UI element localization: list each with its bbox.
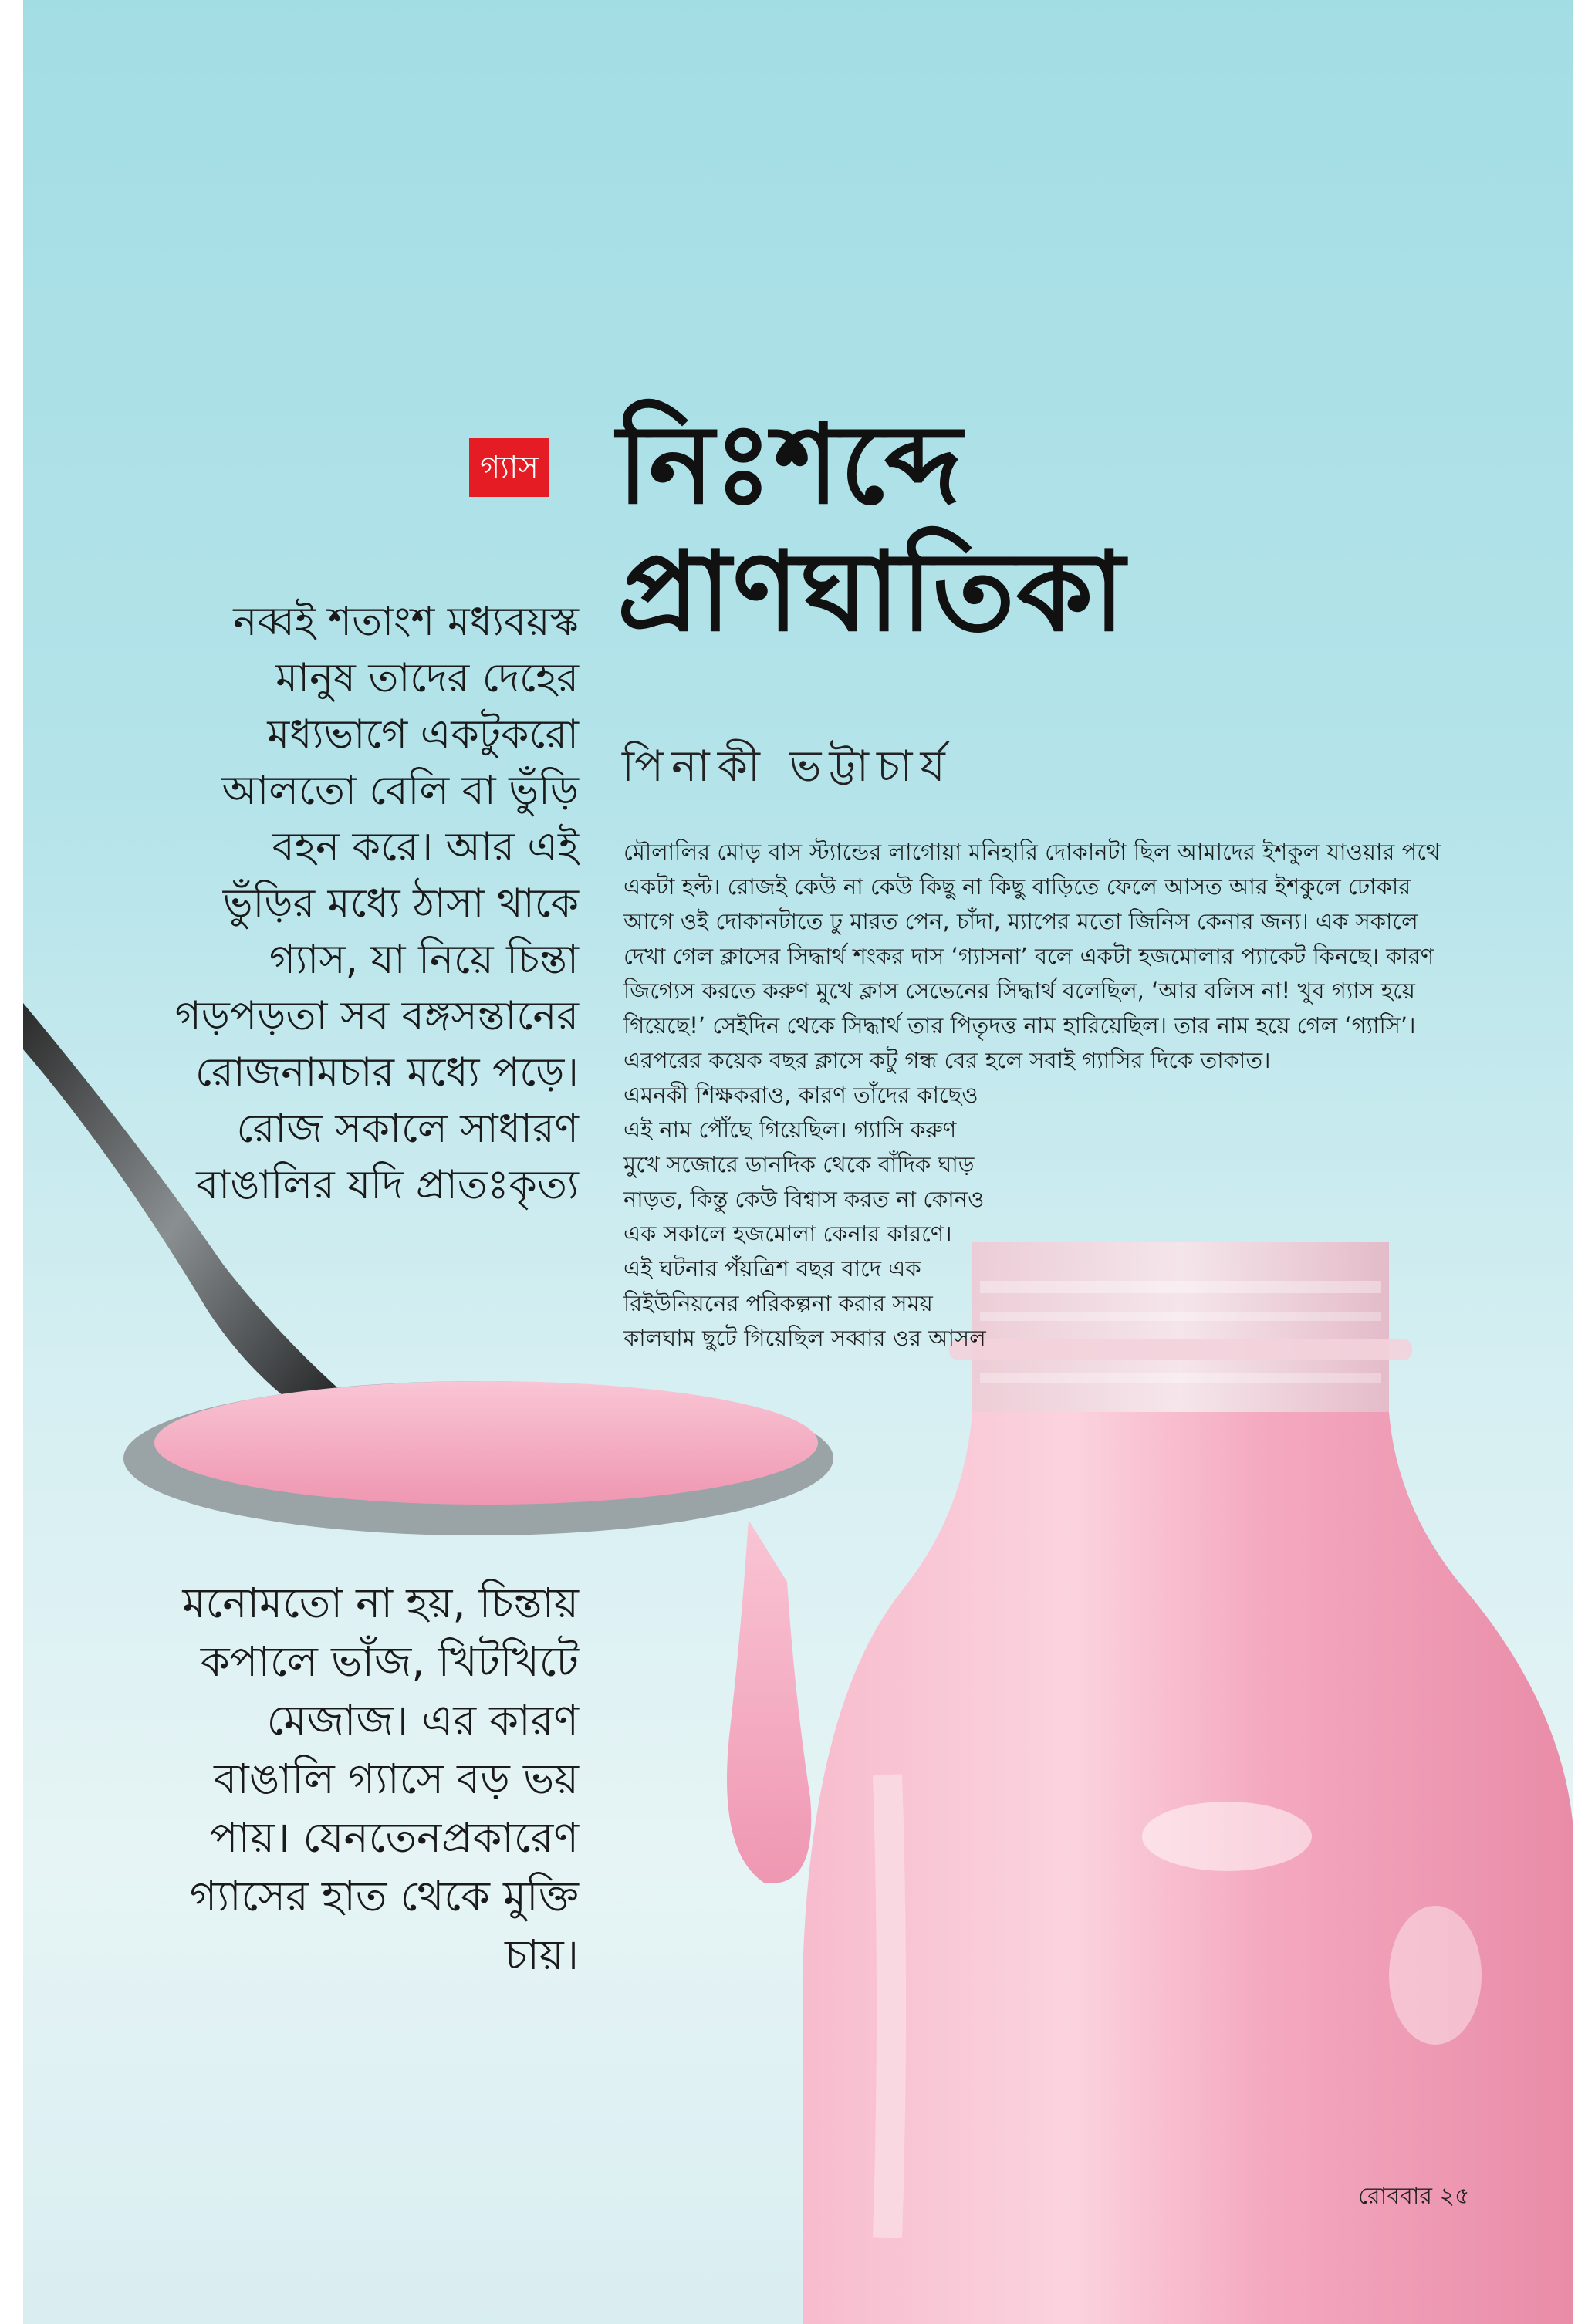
page-margin-left (0, 0, 23, 2324)
body-paragraph-wide: মৌলালির মোড় বাস স্ট্যান্ডের লাগোয়া মনিহারি দোকানটা ছিল আমাদের ইশকুল যাওয়ার পথে একটা হল্ট। রোজই কেউ না কেউ কিছু না কিছু বাড়িতে ফেলে আসত আর ইশকুলে ঢোকার আগে ওই দোকানটাতে ঢু মারত পেন, চাঁদা, ম্যাপের মতো জিনিস কেনার জন্য। এক সকালে দেখা গেল ক্লাসের সিদ্ধার্থ শংকর দাস ‘গ্যাসনা’ বলে একটা হজমোলার প্যাকেট কিনছে। কারণ জিগ্যেস করতে করুণ মুখে ক্লাস সেভেনের সিদ্ধার্থ বলেছিল, ‘আর বলিস না! খুব গ্যাস হয়ে গিয়েছে!’ সেইদিন থেকে সিদ্ধার্থ তার পিতৃদত্ত নাম হারিয়েছিল। তার নাম হয়ে গেল ‘গ্যাসি’। এরপরের কয়েক বছর ক্লাসে কটু গন্ধ বের হলে সবাই গ্যাসির দিকে তাকাত। (623, 839, 1441, 1073)
body-paragraph-narrow: এমনকী শিক্ষকরাও, কারণ তাঁদের কাছেও এই নাম পৌঁছে গিয়েছিল। গ্যাসি করুণ মুখে সজোরে ডানদিক থেকে বাঁদিক ঘাড় নাড়ত, কিন্তু কেউ বিশ্বাস করত না কোনও এক সকালে হজমোলা কেনার কারণে। এই ঘটনার পঁয়ত্রিশ বছর বাদে এক রিইউনিয়নের পরিকল্পনা করার সময় কালঘাম ছুটে গিয়েছিল সব্বার ওর আসল (623, 1082, 986, 1351)
title-line-2: প্রাণঘাতিকা (617, 529, 1127, 656)
bottle-shape (803, 1242, 1573, 2324)
author-byline: পিনাকী ভট্টাচার্য (622, 741, 953, 792)
page-folio: রোববার ২৫ (1358, 2183, 1470, 2210)
page-margin-right (1573, 0, 1595, 2324)
title-line-1: নিঃশব্দে (617, 401, 963, 529)
pull-quote-top: নব্বই শতাংশ মধ্যবয়স্ক মানুষ তাদের দেহের মধ্যভাগে একটুকরো আলতো বেলি বা ভুঁড়ি বহন করে। আর এই ভুঁড়ির মধ্যে ঠাসা থাকে গ্যাস, যা নিয়ে চিন্তা গড়পড়তা সব বঙ্গসন্তানের রোজনামচার মধ্যে পড়ে। রোজ সকালে সাধারণ বাঙালির যদি প্রাতঃকৃত্য (174, 599, 579, 1208)
magazine-page (23, 0, 1573, 2324)
article-body (623, 835, 1465, 1356)
article-title (617, 401, 1312, 656)
pull-quote-bottom: মনোমতো না হয়, চিন্তায় কপালে ভাঁজ, খিটখিটে মেজাজ। এর কারণ বাঙালি গ্যাসে বড় ভয় পায়। যেনতেনপ্রকারেণ গ্যাসের হাত থেকে মুক্তি চায়। (182, 1579, 579, 1979)
category-tag: গ্যাস (469, 438, 549, 497)
